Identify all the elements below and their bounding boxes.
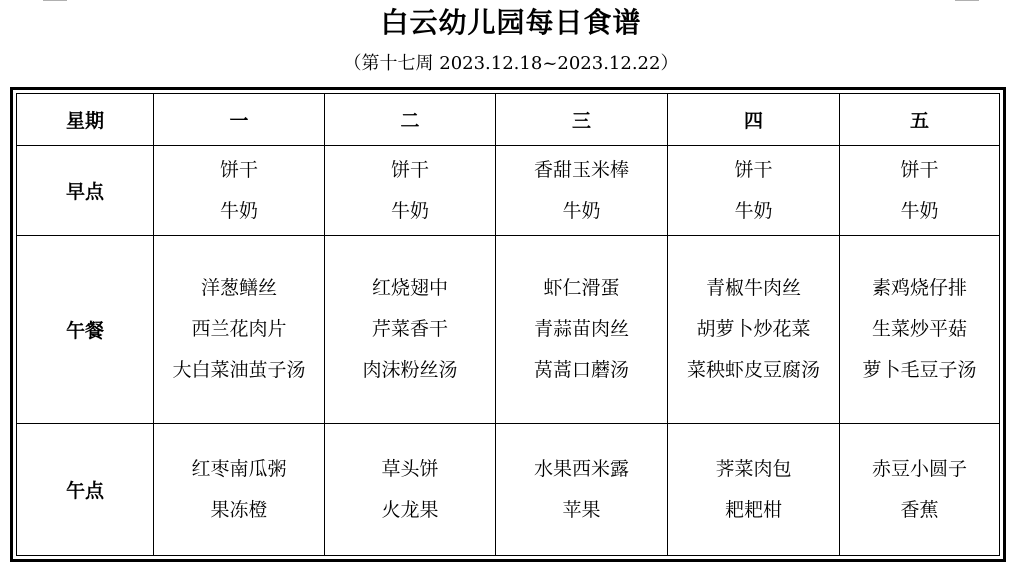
menu-item: 红烧翅中 xyxy=(371,277,448,299)
menu-item: 牛奶 xyxy=(562,199,601,222)
row-label-snack: 午点 xyxy=(17,424,154,556)
menu-item: 香甜玉米棒 xyxy=(533,158,629,181)
menu-table xyxy=(16,93,1000,556)
menu-item: 大白菜油茧子汤 xyxy=(172,359,306,381)
menu-item: 红枣南瓜粥 xyxy=(191,457,287,480)
header-row xyxy=(17,94,1000,146)
menu-item: 饼干 xyxy=(390,158,429,181)
menu-item: 生菜炒平菇 xyxy=(871,318,967,340)
menu-item: 饼干 xyxy=(734,158,773,181)
menu-item: 洋葱鳝丝 xyxy=(200,277,277,299)
page-subtitle: （第十七周 2023.12.18~2023.12.22） xyxy=(343,53,679,74)
menu-cell xyxy=(154,424,325,556)
menu-item: 青椒牛肉丝 xyxy=(705,277,801,299)
menu-item: 水果西米露 xyxy=(533,457,629,480)
row-label-breakfast: 早点 xyxy=(17,146,154,236)
crop-mark-right xyxy=(955,0,979,1)
crop-mark-left xyxy=(43,0,67,1)
menu-cell xyxy=(840,146,1000,236)
menu-cell xyxy=(496,146,668,236)
menu-cell xyxy=(325,236,496,424)
menu-item: 牛奶 xyxy=(734,199,773,222)
menu-cell xyxy=(840,236,1000,424)
menu-item: 赤豆小圆子 xyxy=(871,457,967,480)
menu-cell xyxy=(325,146,496,236)
row-label-lunch: 午餐 xyxy=(17,236,154,424)
menu-item: 饼干 xyxy=(900,158,939,181)
page-title: 白云幼儿园每日食谱 xyxy=(380,6,642,39)
menu-item: 青蒜苗肉丝 xyxy=(533,318,629,340)
menu-item: 果冻橙 xyxy=(210,498,268,521)
menu-item: 西兰花肉片 xyxy=(191,318,287,340)
day-header-mon: 一 xyxy=(154,94,325,146)
table-row-snack xyxy=(17,424,1000,556)
menu-cell xyxy=(668,146,840,236)
menu-cell xyxy=(668,424,840,556)
day-header-thu: 四 xyxy=(668,94,840,146)
menu-cell xyxy=(840,424,1000,556)
menu-item: 莴蒿口蘑汤 xyxy=(533,359,629,381)
menu-item: 耙耙柑 xyxy=(724,498,782,521)
menu-item: 虾仁滑蛋 xyxy=(543,277,620,299)
menu-cell xyxy=(154,236,325,424)
menu-item: 胡萝卜炒花菜 xyxy=(696,318,811,340)
day-header-wed: 三 xyxy=(496,94,668,146)
table-row-lunch xyxy=(17,236,1000,424)
menu-table-frame xyxy=(10,87,1006,562)
menu-item: 香蕉 xyxy=(900,498,939,521)
menu-cell xyxy=(668,236,840,424)
menu-item: 牛奶 xyxy=(219,199,258,222)
menu-item: 牛奶 xyxy=(390,199,429,222)
menu-item: 肉沫粉丝汤 xyxy=(362,359,458,381)
menu-item: 苹果 xyxy=(562,498,601,521)
table-row-breakfast xyxy=(17,146,1000,236)
menu-item: 草头饼 xyxy=(381,457,439,480)
menu-item: 荠菜肉包 xyxy=(715,457,792,480)
day-header-tue: 二 xyxy=(325,94,496,146)
day-header-fri: 五 xyxy=(840,94,1000,146)
menu-cell xyxy=(325,424,496,556)
menu-item: 萝卜毛豆子汤 xyxy=(862,359,977,381)
menu-item: 芹菜香干 xyxy=(371,318,448,340)
menu-cell xyxy=(154,146,325,236)
menu-item: 素鸡烧仔排 xyxy=(871,277,967,299)
menu-item: 牛奶 xyxy=(900,199,939,222)
menu-item: 火龙果 xyxy=(381,498,439,521)
menu-item: 菜秧虾皮豆腐汤 xyxy=(686,359,820,381)
menu-cell xyxy=(496,236,668,424)
menu-item: 饼干 xyxy=(219,158,258,181)
menu-cell xyxy=(496,424,668,556)
corner-header: 星期 xyxy=(17,94,154,146)
